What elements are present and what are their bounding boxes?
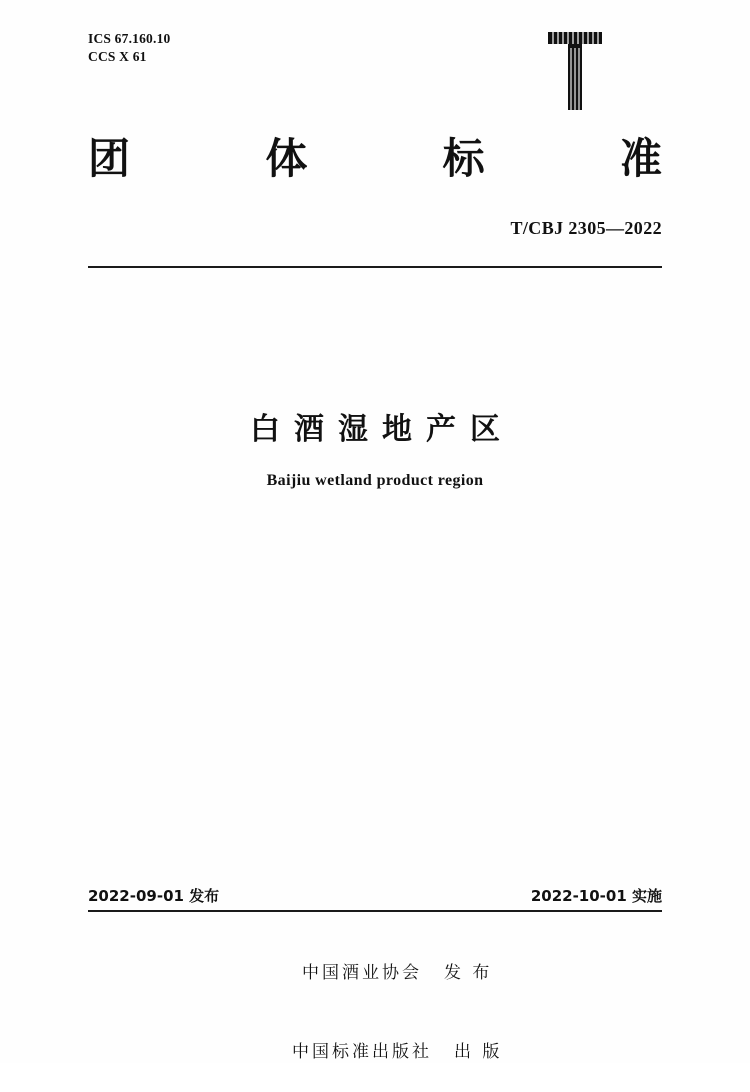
press-action: 出 版 bbox=[454, 1042, 503, 1063]
ccs-code: CCS X 61 bbox=[88, 49, 147, 65]
dates-row bbox=[88, 885, 662, 906]
header-divider bbox=[88, 266, 662, 268]
document-title-en: Baijiu wetland product region bbox=[266, 472, 484, 489]
ics-ccs-block bbox=[88, 30, 171, 66]
title-char-3: 标 bbox=[442, 134, 485, 183]
issuer-line bbox=[0, 934, 750, 1013]
ics-code: ICS 67.160.10 bbox=[88, 31, 171, 46]
association-t-logo-icon bbox=[540, 30, 610, 112]
standard-number: T/CBJ 2305—2022 bbox=[510, 218, 662, 238]
document-title-cn: 白酒湿地产区 bbox=[250, 412, 514, 447]
footer-divider bbox=[88, 910, 662, 912]
publisher-block bbox=[0, 934, 750, 1092]
title-char-4: 准 bbox=[619, 134, 662, 183]
title-char-1: 团 bbox=[88, 134, 131, 183]
press-org: 中国标准出版社 bbox=[292, 1042, 433, 1063]
standard-type-title bbox=[88, 134, 662, 183]
title-char-2: 体 bbox=[265, 134, 308, 183]
issuer-action: 发 布 bbox=[444, 963, 493, 984]
implementation-date: 2022-10-01 实施 bbox=[530, 887, 662, 905]
issuer-org: 中国酒业协会 bbox=[302, 963, 423, 984]
press-line bbox=[0, 1013, 750, 1092]
issue-date: 2022-09-01 发布 bbox=[88, 887, 220, 905]
